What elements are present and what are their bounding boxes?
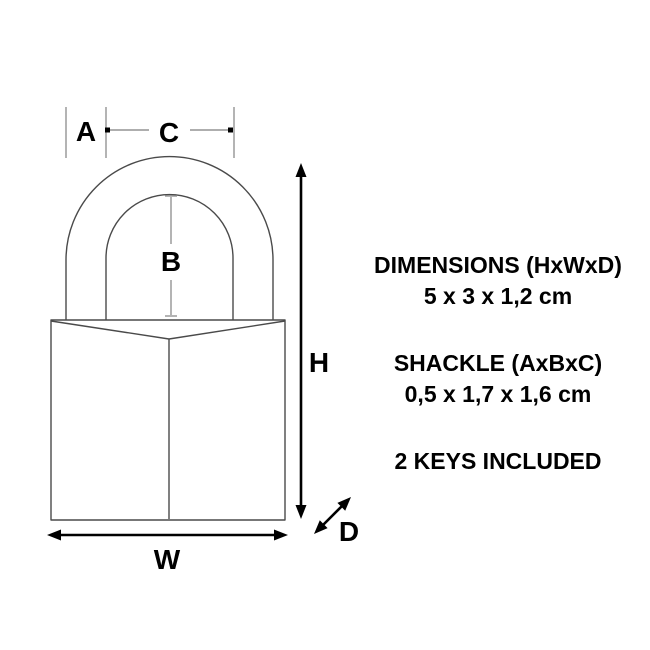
dimension-letter-labels [76, 116, 359, 575]
dimensions-value: 5 x 3 x 1,2 cm [423, 283, 573, 309]
h-arrowhead-down [296, 505, 307, 519]
spec-text-block [349, 250, 647, 477]
shackle-outer-line [66, 157, 273, 320]
dimensions-title: DIMENSIONS (HxWxD) [374, 252, 622, 278]
shackle-title: SHACKLE (AxBxC) [393, 350, 603, 376]
keys-note-group [349, 446, 647, 477]
label-d: D [338, 516, 360, 547]
shackle-spec [349, 348, 647, 410]
label-a: A [75, 116, 97, 147]
c-endpoint-right [228, 128, 233, 133]
label-w: W [153, 544, 181, 575]
padlock-outline [51, 157, 285, 520]
keys-note: 2 KEYS INCLUDED [394, 448, 602, 474]
dimensions-spec [349, 250, 647, 312]
body-bevel-line [51, 321, 285, 339]
measure-arrow-lines [55, 172, 345, 535]
label-h: H [308, 347, 330, 378]
w-arrowhead-right [274, 530, 288, 541]
h-arrowhead-up [296, 163, 307, 177]
measure-arrowheads [47, 163, 351, 541]
w-arrowhead-left [47, 530, 61, 541]
label-b: B [160, 246, 182, 277]
lock-body [51, 320, 285, 520]
label-c: C [158, 117, 180, 148]
shackle-value: 0,5 x 1,7 x 1,6 cm [404, 381, 592, 407]
c-endpoint-left [105, 128, 110, 133]
